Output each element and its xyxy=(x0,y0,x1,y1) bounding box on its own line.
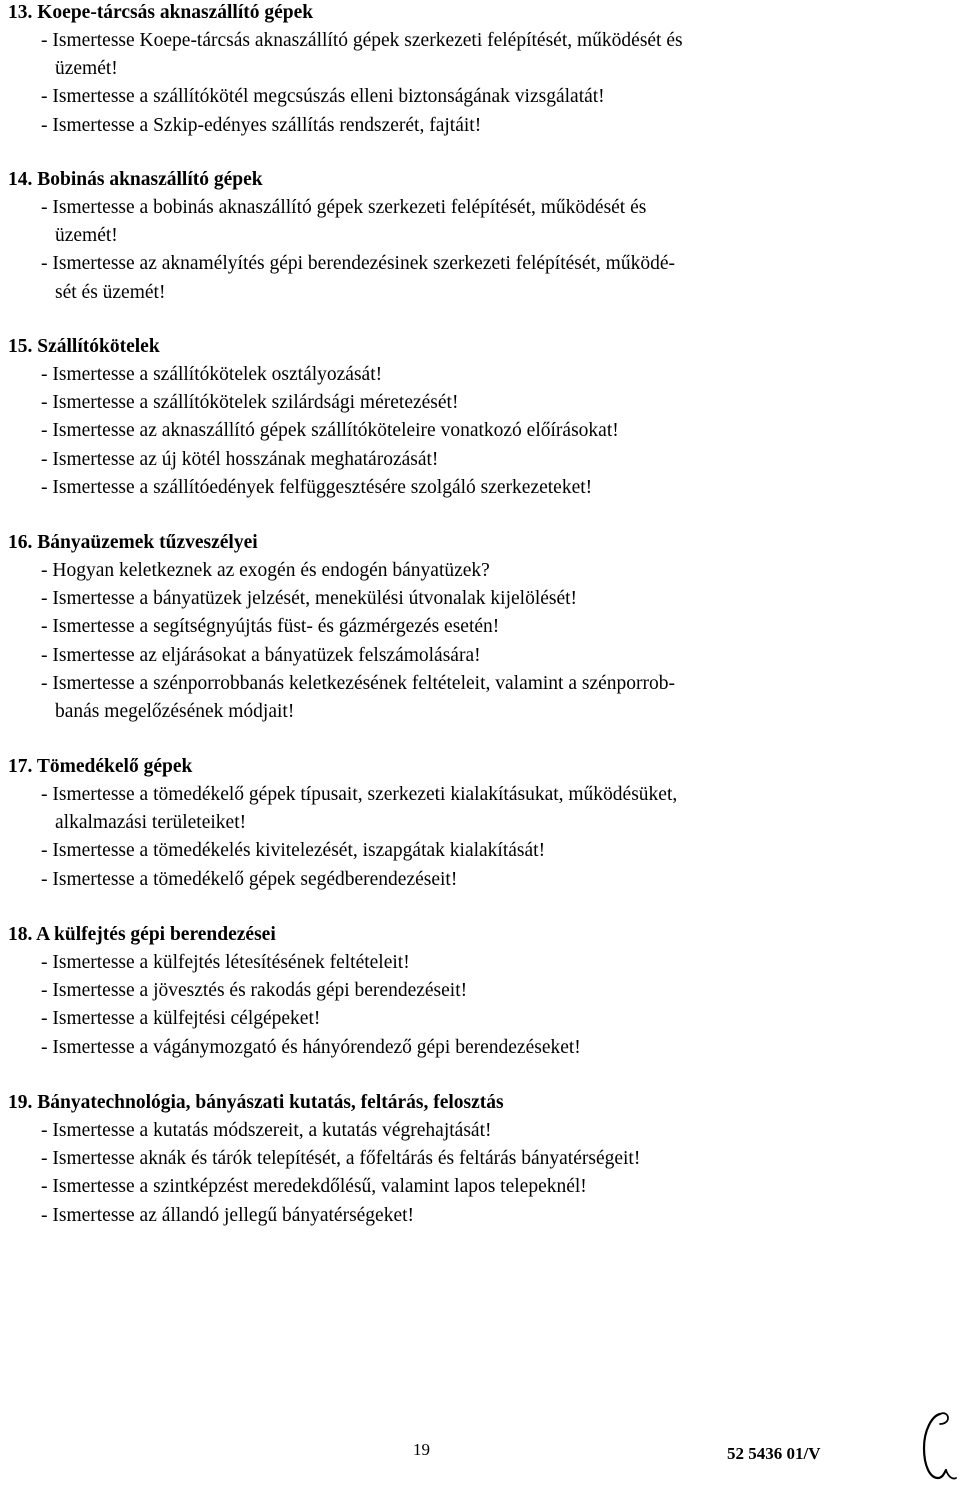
item-line: sét és üzemét! xyxy=(55,281,166,303)
item-line: - Ismertesse a Szkip-edényes szállítás rendszerét, fajtáit! xyxy=(41,114,482,136)
document-code: 52 5436 01/V xyxy=(727,1444,821,1463)
list-item xyxy=(41,977,841,1005)
item-line: banás megelőzésének módjait! xyxy=(55,701,295,723)
section-18 xyxy=(0,921,900,1062)
list-item xyxy=(41,781,855,837)
section-13 xyxy=(0,0,900,140)
item-line: - Ismertesse az új kötél hosszának meghatározását! xyxy=(41,448,439,470)
list-item xyxy=(41,112,841,140)
section-title: 14. Bobinás aknaszállító gépek xyxy=(8,169,263,190)
list-item xyxy=(41,417,841,445)
item-line: - Hogyan keletkeznek az exogén és endogén bányatüzek? xyxy=(41,560,490,581)
list-item xyxy=(41,1145,841,1173)
section-title: 17. Tömedékelő gépek xyxy=(8,756,193,777)
section-19 xyxy=(0,1089,900,1230)
list-item xyxy=(41,837,841,865)
list-item xyxy=(41,1202,841,1230)
item-line: - Ismertesse az állandó jellegű bányatérségeket! xyxy=(41,1204,415,1226)
item-line: - Ismertesse a külfejtés létesítésének feltételeit! xyxy=(41,952,410,973)
list-item xyxy=(41,83,841,111)
list-item xyxy=(41,361,841,389)
item-line: - Ismertesse a jövesztés és rakodás gépi berendezéseit! xyxy=(41,980,468,1002)
list-item xyxy=(41,866,841,894)
item-line: - Ismertesse a szállítókötél megcsúszás elleni biztonságának vizsgálatát! xyxy=(41,86,605,108)
list-item xyxy=(41,446,841,474)
signature-mark xyxy=(918,1408,958,1486)
item-line: - Ismertesse a szállítóedények felfüggesztésére szolgáló szerkezeteket! xyxy=(41,476,593,498)
item-line: - Ismertesse Koepe-tárcsás aknaszállító gépek szerkezeti felépítését, működését és xyxy=(41,30,683,51)
item-line: - Ismertesse a tömedékelés kivitelezését, iszapgátak kialakítását! xyxy=(41,840,546,862)
item-line: - Ismertesse a szállítókötelek szilárdsági méretezését! xyxy=(41,392,459,414)
item-line: - Ismertesse a szintképzést meredekdőlésű, valamint lapos telepeknél! xyxy=(41,1176,587,1198)
list-item xyxy=(41,557,841,585)
item-line: üzemét! xyxy=(55,225,118,247)
list-item xyxy=(41,1034,841,1062)
list-item xyxy=(41,670,855,726)
item-line: - Ismertesse a külfejtési célgépeket! xyxy=(41,1008,321,1030)
section-15 xyxy=(0,333,900,502)
item-line: - Ismertesse a bányatüzek jelzését, menekülési útvonalak kijelölését! xyxy=(41,588,578,610)
list-item xyxy=(41,194,855,250)
list-item xyxy=(41,27,855,83)
item-line: - Ismertesse aknák és tárók telepítését, a főfeltárás és feltárás bányatérségeit! xyxy=(41,1148,641,1170)
item-line: üzemét! xyxy=(55,58,118,80)
section-title: 19. Bányatechnológia, bányászati kutatás, feltárás, felosztás xyxy=(8,1092,504,1113)
item-line: - Ismertesse a tömedékelő gépek típusait, szerkezeti kialakításukat, működésüket, xyxy=(41,784,678,805)
list-item xyxy=(41,949,841,977)
list-item xyxy=(41,389,841,417)
item-line: - Ismertesse a szénporrobbanás keletkezésének feltételeit, valamint a szénporrob- xyxy=(41,672,676,694)
section-title: 18. A külfejtés gépi berendezései xyxy=(8,924,276,945)
section-title: 13. Koepe-tárcsás aknaszállító gépek xyxy=(8,2,314,23)
list-item xyxy=(41,642,841,670)
item-line: - Ismertesse a tömedékelő gépek segédberendezéseit! xyxy=(41,868,458,890)
list-item xyxy=(41,250,855,306)
item-line: - Ismertesse a bobinás aknaszállító gépek szerkezeti felépítését, működését és xyxy=(41,197,647,218)
page-number: 19 xyxy=(413,1440,430,1459)
item-line: - Ismertesse az aknaszállító gépek szállítóköteleire vonatkozó előírásokat! xyxy=(41,420,619,442)
list-item xyxy=(41,1173,841,1201)
section-title: 16. Bányaüzemek tűzveszélyei xyxy=(8,532,258,553)
section-16 xyxy=(0,529,900,726)
section-17 xyxy=(0,753,900,894)
item-line: - Ismertesse a vágánymozgató és hányórendező gépi berendezéseket! xyxy=(41,1036,581,1058)
list-item xyxy=(41,1117,841,1145)
item-line: alkalmazási területeiket! xyxy=(55,812,247,834)
list-item xyxy=(41,613,841,641)
list-item xyxy=(41,474,841,502)
item-line: - Ismertesse az eljárásokat a bányatüzek felszámolására! xyxy=(41,644,481,666)
item-line: - Ismertesse a kutatás módszereit, a kutatás végrehajtását! xyxy=(41,1120,492,1141)
list-item xyxy=(41,1005,841,1033)
section-14 xyxy=(0,166,900,307)
item-line: - Ismertesse az aknamélyítés gépi berendezésinek szerkezeti felépítését, működé- xyxy=(41,253,675,275)
section-title: 15. Szállítókötelek xyxy=(8,336,160,357)
item-line: - Ismertesse a szállítókötelek osztályozását! xyxy=(41,364,383,385)
item-line: - Ismertesse a segítségnyújtás füst- és gázmérgezés esetén! xyxy=(41,616,500,638)
list-item xyxy=(41,585,841,613)
